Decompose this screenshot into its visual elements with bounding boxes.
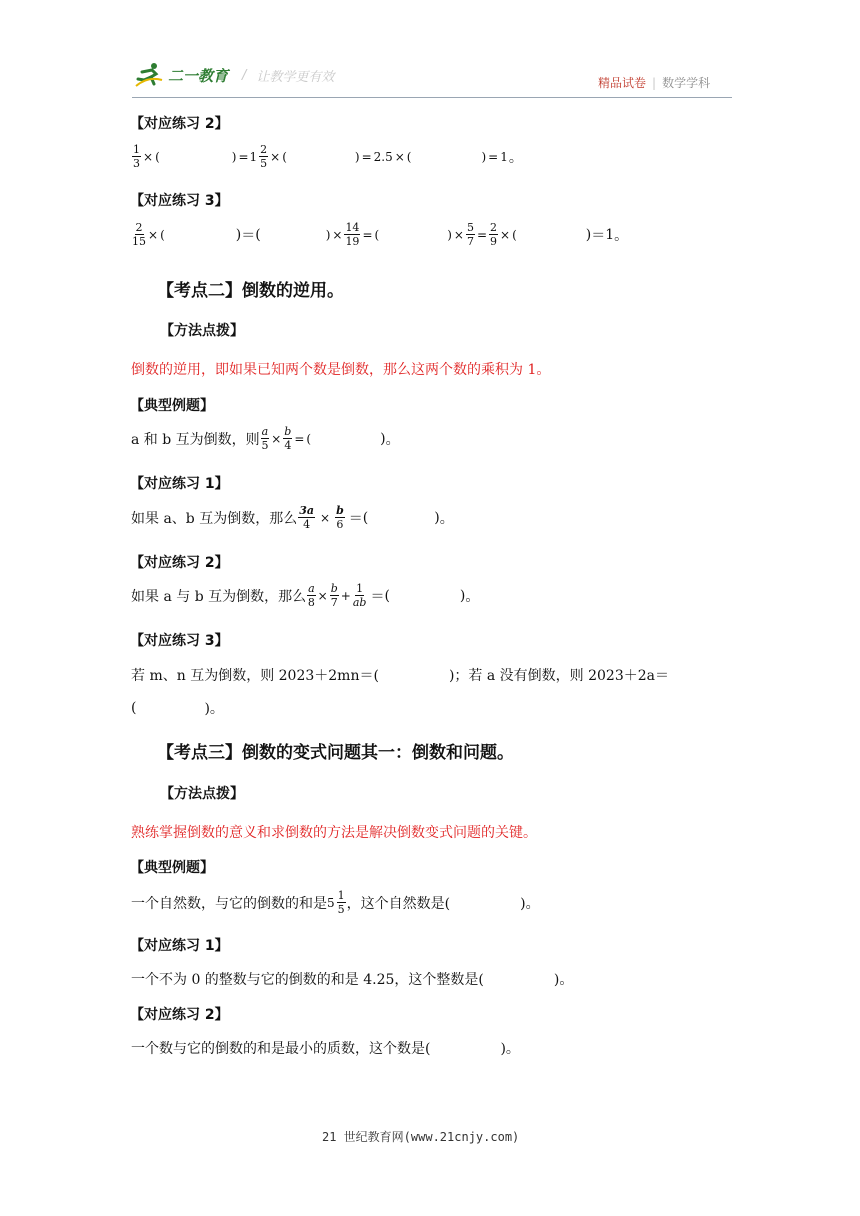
fraction: $\frac{a}{5}$ (261, 425, 269, 452)
practice-3-equation: $\frac{2}{15}$ × ( ) ＝ ( ) × $\frac{14}{19}$ = ( ) × $\frac{5}{7}$ = $\frac{2}{9}$ × ( ) ＝ 1 。 (132, 221, 629, 248)
fraction: $\frac{1}{ab}$ (352, 582, 367, 609)
fraction: $\frac{2}{15}$ (132, 221, 146, 248)
section-2-practice-1-label: 【对应练习 1】 (130, 476, 229, 492)
header-subject: 数学学科 (662, 76, 711, 90)
header-slash: / (242, 67, 247, 83)
section-3-method-text: 熟练掌握倒数的意义和求倒数的方法是解决倒数变式问题的关键。 (131, 825, 537, 841)
practice-2-label: 【对应练习 2】 (130, 116, 229, 132)
section-2-title: 【考点二】倒数的逆用。 (157, 281, 344, 301)
section-3-example-label: 【典型例题】 (130, 860, 214, 876)
fraction: $\frac{a}{8}$ (307, 582, 315, 609)
section-2-method-label: 【方法点拨】 (160, 323, 244, 339)
fraction: $\frac{1}{3}$ (133, 143, 140, 170)
header-slogan: 让教学更有效 (256, 69, 335, 85)
section-3-example: 一个自然数，与它的倒数的和是 5 $\frac{1}{5}$ ，这个自然数是( )。 (131, 889, 540, 916)
section-3-practice-2-label: 【对应练习 2】 (130, 1007, 229, 1023)
section-2-method-text: 倒数的逆用，即如果已知两个数是倒数，那么这两个数的乘积为 1。 (131, 362, 551, 378)
header-right (598, 74, 710, 91)
section-2-practice-3-line-2: ( )。 (131, 700, 224, 717)
section-2-practice-3-line-1: 若 m、n 互为倒数，则 2023＋2mn＝( )；若 a 没有倒数，则 2023＋2a＝ (131, 668, 669, 684)
runner-logo-icon (134, 62, 164, 88)
mixed-number: 1 $\frac{2}{5}$ (249, 143, 268, 170)
fraction: $\frac{5}{7}$ (466, 221, 474, 248)
mixed-number: 5 $\frac{1}{5}$ (327, 889, 345, 916)
fraction: $\frac{2}{9}$ (490, 221, 497, 248)
logo-text: 二一教育 (168, 66, 229, 85)
fraction: $\frac{b}{4}$ (284, 425, 292, 452)
section-3-practice-2: 一个数与它的倒数的和是最小的质数，这个数是( )。 (131, 1041, 520, 1057)
fraction: $\frac{b}{6}$ (336, 504, 344, 531)
fraction: $\frac{b}{7}$ (330, 582, 338, 609)
section-2-example: a 和 b 互为倒数，则 $\frac{a}{5}$ × $\frac{b}{4}$ = ( ) 。 (131, 425, 400, 452)
fraction: $\frac{3a}{4}$ (299, 504, 314, 531)
fraction: $\frac{14}{19}$ (345, 221, 360, 248)
section-2-practice-2-label: 【对应练习 2】 (130, 555, 229, 571)
section-2-practice-1: 如果 a、b 互为倒数，那么 $\frac{3a}{4}$ × $\frac{b}{6}$ ＝ ( ) 。 (131, 504, 454, 531)
section-3-title: 【考点三】倒数的变式问题其一：倒数和问题。 (157, 743, 514, 763)
section-2-practice-2: 如果 a 与 b 互为倒数，那么 $\frac{a}{8}$ × $\frac{b}{7}$ + $\frac{1}{ab}$ ＝ ( ) 。 (131, 582, 480, 609)
section-3-practice-1: 一个不为 0 的整数与它的倒数的和是 4.25，这个整数是( )。 (131, 972, 574, 988)
page-footer: 21 世纪教育网(www.21cnjy.com) (322, 1130, 520, 1144)
practice-3-label: 【对应练习 3】 (130, 193, 229, 209)
section-3-practice-1-label: 【对应练习 1】 (130, 938, 229, 954)
practice-2-equation: $\frac{1}{3}$ × ( ) = 1 $\frac{2}{5}$ × ( ) = 2.5 × ( ) = 1 。 (133, 143, 523, 170)
header-divider (132, 97, 732, 98)
section-3-method-label: 【方法点拨】 (160, 786, 244, 802)
site-logo (134, 62, 334, 88)
section-2-practice-3-label: 【对应练习 3】 (130, 633, 229, 649)
header-separator: | (652, 76, 657, 90)
header-right-label: 精品试卷 (598, 76, 647, 90)
section-2-example-label: 【典型例题】 (130, 398, 214, 414)
